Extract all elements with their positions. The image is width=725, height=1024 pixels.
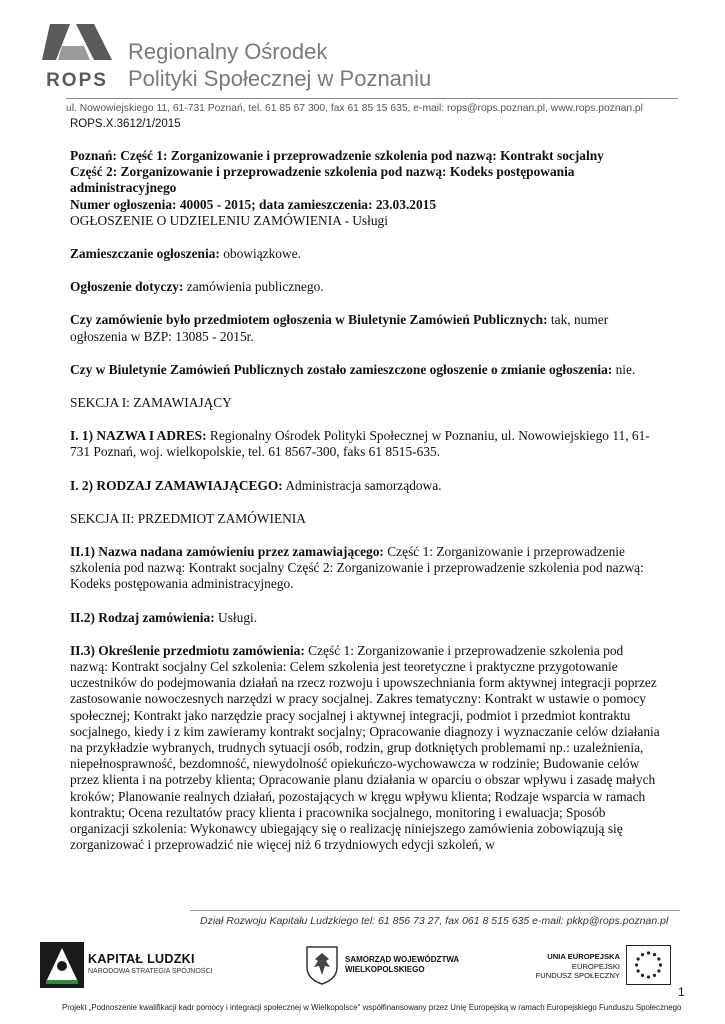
field-value: tak, numer ogłoszenia w BZP: 13085 - 2015r. [70, 312, 609, 344]
document-title [70, 148, 660, 213]
page-number: 1 [678, 985, 685, 999]
eu-star-icon [641, 953, 644, 956]
wlkp-line1: SAMORZĄD WOJEWÓDZTWA [345, 955, 460, 964]
footer-divider [190, 910, 680, 911]
project-note: Projekt „Podnoszenie kwalifikacji kadr pomocy i integracji społecznej w Wielkopolsce" współfinansowany przez Unię Europejską w ramach Europejskiego Funduszu Społecznego [62, 1003, 682, 1012]
document-body [70, 148, 660, 871]
title-line1: Poznań: Część 1: Zorganizowanie i przeprowadzenie szkolenia pod nazwą: Kontrakt socjalny [70, 148, 604, 163]
org-name-line1: Regionalny Ośrodek [128, 39, 328, 64]
eu-star-icon [657, 957, 660, 960]
reference-number: ROPS.X.3612/1/2015 [70, 118, 181, 130]
field-label: II.3) Określenie przedmiotu zamówienia: [70, 642, 305, 658]
field-change [70, 362, 660, 378]
eu-text [520, 952, 620, 981]
notice-number: Numer ogłoszenia: 40005 - 2015; data zamieszczenia: 23.03.2015 [70, 196, 437, 212]
field-bzp [70, 312, 660, 344]
rops-logo [36, 20, 118, 92]
kapital-ludzki-text [88, 952, 212, 975]
wlkp-line2: WIELKOPOLSKIEGO [345, 965, 425, 974]
field-placement [70, 246, 660, 262]
kl-title: KAPITAŁ LUDZKI [88, 952, 195, 966]
section-2-1 [70, 544, 660, 593]
eu-star-icon [637, 969, 640, 972]
eu-star-icon [659, 963, 662, 966]
section-2-2 [70, 610, 660, 626]
field-label: I. 2) RODZAJ ZAMAWIAJĄCEGO: [70, 477, 283, 493]
field-value: Regionalny Ośrodek Polityki Społecznej w Poznaniu, ul. Nowowiejskiego 11, 61-731 Poznań, woj. wielkopolskie, tel. 61 8567-300, faks 61 8515-635. [70, 428, 650, 460]
eu-star-icon [641, 974, 644, 977]
ue-line1: UNIA EUROPEJSKA [547, 952, 620, 961]
kl-subtitle: NARODOWA STRATEGIA SPÓJNOŚCI [88, 968, 213, 975]
eu-star-icon [647, 951, 650, 954]
title-line2: Część 2: Zorganizowanie i przeprowadzenie szkolenia pod nazwą: Kodeks postępowania administracyjnego [70, 164, 575, 196]
eu-star-icon [653, 974, 656, 977]
ue-line3: FUNDUSZ SPOŁECZNY [535, 971, 620, 980]
eu-star-icon [635, 963, 638, 966]
field-value: Administracja samorządowa. [285, 477, 442, 493]
field-label: Czy w Biuletynie Zamówień Publicznych zostało zamieszczone ogłoszenie o zmianie ogłoszenia: [70, 361, 613, 377]
section-1-2 [70, 478, 660, 494]
section-2-3 [70, 643, 660, 854]
ue-line2: EUROPEJSKI [571, 961, 620, 971]
eu-star-icon [653, 953, 656, 956]
field-value: Część 1: Zorganizowanie i przeprowadzenie szkolenia pod nazwą: Kontrakt socjalny Cel szkolenia: Celem szkolenia jest teoretyczne i praktyczne przygotowanie uczestników do podejmowania działań na rzecz rozwoju i upowszechniania form aktywnej integracji poprzez zastosowanie nowoczesnych narzędzi w pracy socjalnej. Zakres tematyczny: Kontrakt w ustawie o pomocy społecznej; Kontrakt jako narzędzie pracy socjalnej i aktywnej integracji, podmiot i przedmiot kontraktu socjalnego, kiedy i z kim zawieramy kontrakt socjalny; Opracowanie diagnozy i wyznaczanie celów działania na przykładzie wybranych, trudnych sytuacji osób, rodzin, grup dotkniętych problemami np.: uzależnienia, niepełnosprawność, bezdomność, niewydolność opiekuńczo-wychowawcza w rodzinie; Budowanie celów przez klienta i na potrzeby klienta; Opracowanie planu działania w oparciu o obszar wpływu i zasadę małych kroków; Planowanie realnych działań, pozostających w kręgu wpływu klienta; Rodzaje wsparcia w ramach kontraktu; Ocena rezultatów pracy klienta i pracownika socjalnego, monitoring i ewaluacja; Sposób organizacji szkolenia: Wykonawcy ubiegający się o realizację niniejszego zamówienia zobowiązują się zorganizować i przeprowadzić nie więcej niż 6 trzydniowych edycji szkoleń, w [70, 642, 660, 853]
notice-type: OGŁOSZENIE O UDZIELENIU ZAMÓWIENIA - Usługi [70, 212, 388, 228]
logo-text: ROPS [46, 70, 108, 91]
header-divider [66, 98, 678, 99]
field-label: II.1) Nazwa nadana zamówieniu przez zamawiającego: [70, 544, 384, 560]
eu-star-icon [657, 969, 660, 972]
section1-heading: SEKCJA I: ZAMAWIAJĄCY [70, 395, 232, 411]
field-value: Część 1: Zorganizowanie i przeprowadzenie szkolenia pod nazwą: Kontrakt socjalny Część 2: Zorganizowanie i przeprowadzenie szkolenia pod nazwą: Kodeks postępowania administracyjnego. [70, 544, 644, 592]
eu-star-icon [637, 957, 640, 960]
field-value: Usługi. [218, 609, 258, 625]
field-label: Czy zamówienie było przedmiotem ogłoszenia w Biuletynie Zamówień Publicznych: [70, 312, 548, 328]
field-value: obowiązkowe. [223, 246, 301, 262]
section-1-1 [70, 428, 660, 460]
field-concerns [70, 279, 660, 295]
section2-heading: SEKCJA II: PRZEDMIOT ZAMÓWIENIA [70, 510, 306, 526]
field-label: II.2) Rodzaj zamówienia: [70, 609, 215, 625]
field-label: Zamieszczanie ogłoszenia: [70, 246, 220, 262]
organization-name [128, 38, 431, 92]
field-label: Ogłoszenie dotyczy: [70, 279, 184, 295]
kapital-ludzki-logo [40, 942, 84, 988]
eu-star-icon [647, 975, 650, 978]
field-value: zamówienia publicznego. [186, 279, 324, 295]
footer-contact: Dział Rozwoju Kapitału Ludzkiego tel: 61 856 73 27, fax 061 8 515 635 e-mail: pkkp@rops.poznan.pl [200, 915, 669, 927]
wielkopolska-crest-icon [305, 945, 339, 985]
eu-flag-icon [626, 945, 671, 985]
org-name-line2: Polityki Społecznej w Poznaniu [128, 66, 432, 91]
wielkopolska-text [345, 955, 459, 975]
field-value: nie. [615, 361, 636, 377]
field-label: I. 1) NAZWA I ADRES: [70, 428, 207, 444]
header-contact: ul. Nowowiejskiego 11, 61-731 Poznań, tel. 61 85 67 300, fax 61 85 15 635, e-mail: rops@rops.poznan.pl, www.rops.poznan.pl [66, 103, 643, 114]
